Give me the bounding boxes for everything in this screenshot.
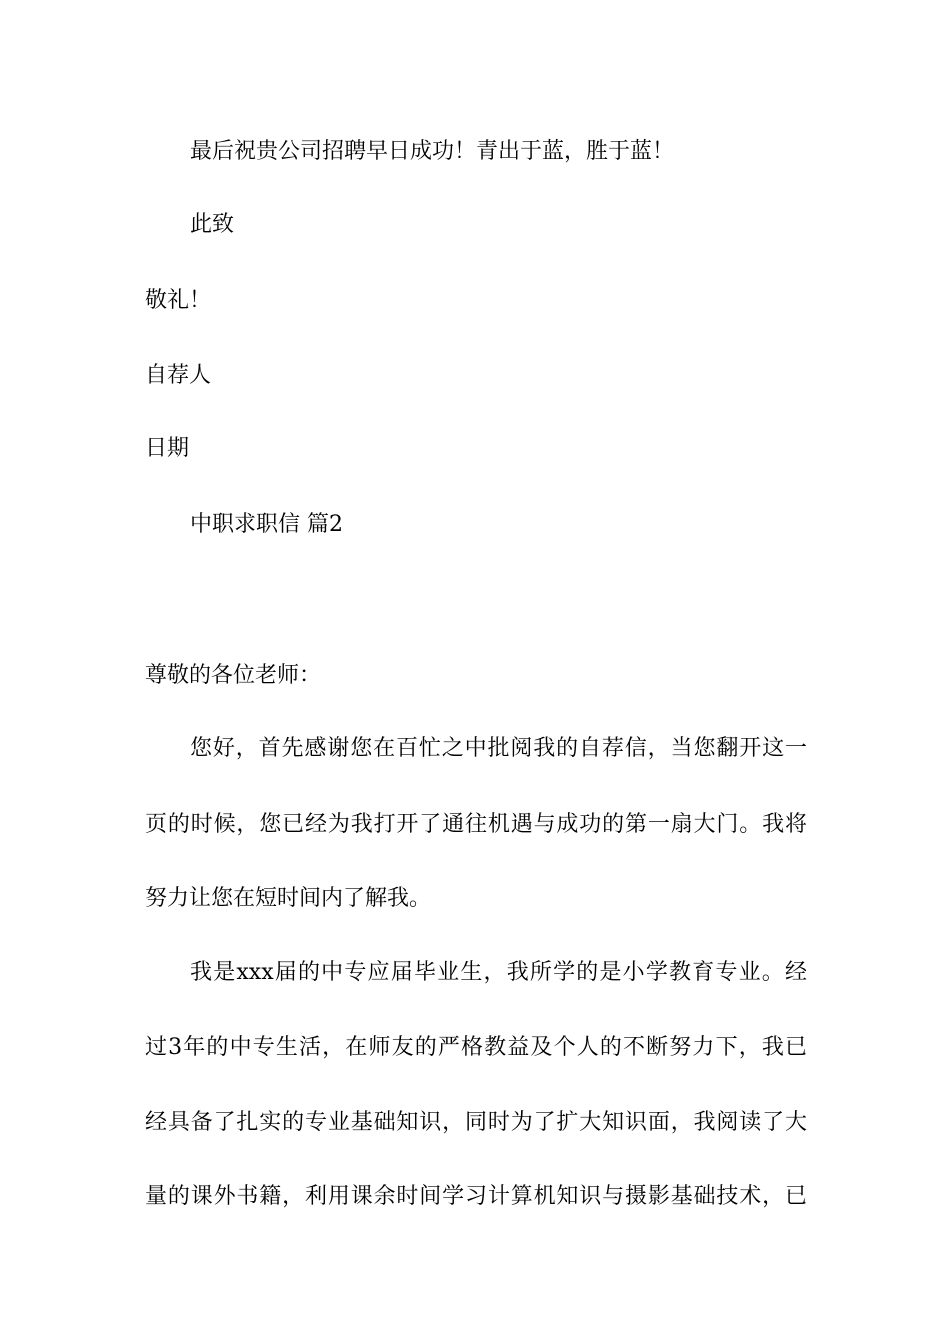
signature-label: 自荐人 (145, 363, 212, 388)
closing-wish-text: 最后祝贵公司招聘早日成功！青出于蓝，胜于蓝！ (190, 139, 675, 164)
date-label: 日期 (145, 436, 190, 461)
salutation-text: 此致 (190, 212, 235, 237)
salutation-regards-text: 敬礼！ (145, 288, 212, 313)
section-title: 中职求职信 篇2 (190, 512, 343, 537)
paragraph-line: 经具备了扎实的专业基础知识，同时为了扩大知识面，我阅读了大 (145, 1110, 807, 1135)
letter-greeting: 尊敬的各位老师： (145, 663, 322, 688)
paragraph-line: 页的时候，您已经为我打开了通往机遇与成功的第一扇大门。我将 (145, 812, 807, 837)
paragraph-line: 我是xxx届的中专应届毕业生，我所学的是小学教育专业。经 (190, 960, 807, 985)
paragraph-line: 量的课外书籍，利用课余时间学习计算机知识与摄影基础技术，已 (145, 1184, 807, 1209)
paragraph-line: 过3年的中专生活，在师友的严格教益及个人的不断努力下，我已 (145, 1035, 807, 1060)
paragraph-line: 努力让您在短时间内了解我。 (145, 886, 432, 911)
paragraph-line: 您好，首先感谢您在百忙之中批阅我的自荐信，当您翻开这一 (190, 736, 807, 761)
